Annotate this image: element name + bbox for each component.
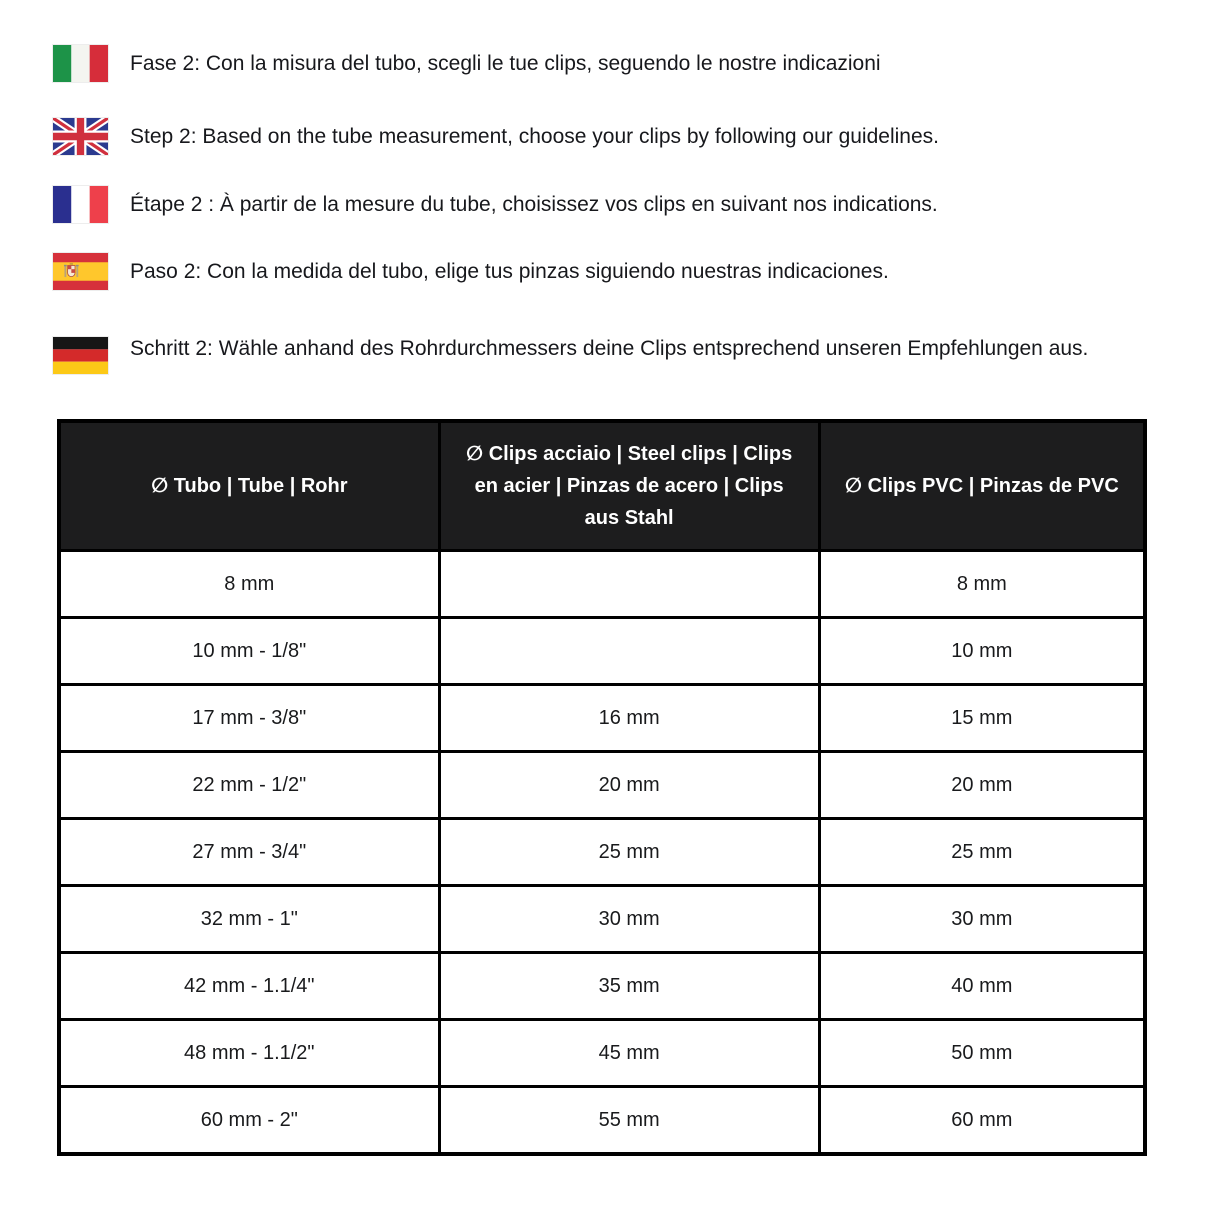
cell-steel-clip-size: 35 mm (439, 953, 819, 1020)
cell-pvc-clip-size: 60 mm (819, 1087, 1145, 1155)
intro-text-italian: Fase 2: Con la misura del tubo, scegli le tue clips, seguendo le nostre indicazioni (130, 51, 881, 75)
cell-tube-size: 10 mm - 1/8" (59, 618, 439, 685)
intro-text-english: Step 2: Based on the tube measurement, choose your clips by following our guidelines. (130, 124, 939, 148)
cell-steel-clip-size: 45 mm (439, 1020, 819, 1087)
table-row (59, 953, 1145, 1020)
cell-steel-clip-size: 16 mm (439, 685, 819, 752)
cell-pvc-clip-size: 8 mm (819, 551, 1145, 618)
table-row (59, 685, 1145, 752)
spain-flag-icon (53, 253, 108, 290)
cell-tube-size: 32 mm - 1" (59, 886, 439, 953)
intro-row-german (53, 331, 1159, 374)
cell-pvc-clip-size: 25 mm (819, 819, 1145, 886)
cell-tube-size: 48 mm - 1.1/2" (59, 1020, 439, 1087)
intro-text-german: Schritt 2: Wähle anhand des Rohrdurchmessers deine Clips entsprechend unseren Empfehlungen aus. (130, 337, 1089, 360)
cell-pvc-clip-size: 10 mm (819, 618, 1145, 685)
france-flag-icon (53, 186, 108, 223)
cell-pvc-clip-size: 40 mm (819, 953, 1145, 1020)
italy-flag-icon (53, 45, 108, 82)
intro-text-french: Étape 2 : À partir de la mesure du tube, choisissez vos clips en suivant nos indications. (130, 192, 938, 216)
table-row (59, 1020, 1145, 1087)
col-header-steel-clips: ∅ Clips acciaio | Steel clips | Clips en acier | Pinzas de acero | Clips aus Stahl (439, 421, 819, 551)
cell-pvc-clip-size: 15 mm (819, 685, 1145, 752)
table-header (59, 421, 1145, 551)
table-row (59, 752, 1145, 819)
cell-steel-clip-size: 30 mm (439, 886, 819, 953)
cell-steel-clip-size (439, 551, 819, 618)
table-row (59, 1087, 1145, 1155)
cell-steel-clip-size: 55 mm (439, 1087, 819, 1155)
cell-tube-size: 22 mm - 1/2" (59, 752, 439, 819)
table-row (59, 618, 1145, 685)
table-row (59, 819, 1145, 886)
cell-tube-size: 27 mm - 3/4" (59, 819, 439, 886)
cell-tube-size: 17 mm - 3/8" (59, 685, 439, 752)
cell-pvc-clip-size: 50 mm (819, 1020, 1145, 1087)
table-row (59, 886, 1145, 953)
uk-flag-icon (53, 118, 108, 155)
table-body (59, 551, 1145, 1155)
cell-pvc-clip-size: 30 mm (819, 886, 1145, 953)
intro-row-english (53, 118, 1159, 155)
table-row (59, 551, 1145, 618)
cell-steel-clip-size (439, 618, 819, 685)
intro-row-spanish (53, 253, 1159, 290)
intro-section (53, 45, 1159, 374)
cell-pvc-clip-size: 20 mm (819, 752, 1145, 819)
clips-size-table (57, 419, 1147, 1156)
cell-steel-clip-size: 25 mm (439, 819, 819, 886)
cell-tube-size: 60 mm - 2" (59, 1087, 439, 1155)
intro-text-spanish: Paso 2: Con la medida del tubo, elige tus pinzas siguiendo nuestras indicaciones. (130, 259, 889, 283)
col-header-tube-diameter: ∅ Tubo | Tube | Rohr (59, 421, 439, 551)
cell-tube-size: 8 mm (59, 551, 439, 618)
germany-flag-icon (53, 337, 108, 374)
cell-steel-clip-size: 20 mm (439, 752, 819, 819)
intro-row-italian (53, 45, 1159, 82)
intro-row-french (53, 186, 1159, 223)
table-header-row (59, 421, 1145, 551)
col-header-pvc-clips: ∅ Clips PVC | Pinzas de PVC (819, 421, 1145, 551)
cell-tube-size: 42 mm - 1.1/4" (59, 953, 439, 1020)
